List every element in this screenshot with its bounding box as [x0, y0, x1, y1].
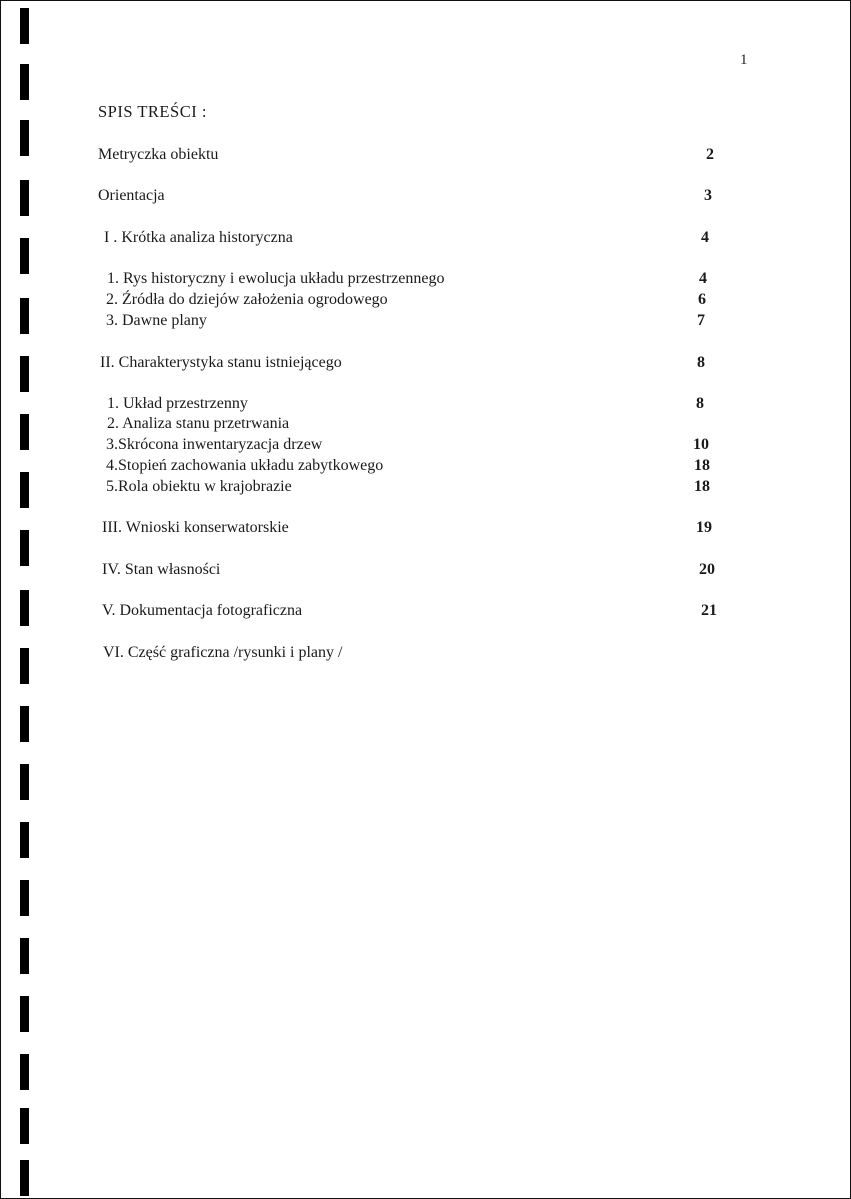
toc-title: SPIS TREŚCI :: [98, 102, 207, 121]
binding-mark: [20, 880, 29, 916]
toc-entry-label: I . Krótka analiza historyczna: [104, 229, 293, 246]
binding-mark: [20, 764, 29, 800]
toc-entry-label: Metryczka obiektu: [98, 146, 219, 163]
toc-entry-label: 3.Skrócona inwentaryzacja drzew: [106, 436, 323, 453]
toc-entry-label: 3. Dawne plany: [106, 312, 207, 329]
toc-entry-label: III. Wnioski konserwatorskie: [102, 519, 289, 536]
toc-entry-page: 7: [697, 312, 705, 329]
binding-mark: [20, 8, 29, 44]
binding-mark: [20, 1108, 29, 1144]
toc-entry-page: 20: [699, 561, 715, 578]
toc-entry-label: II. Charakterystyka stanu istniejącego: [100, 354, 342, 371]
toc-entry-page: 18: [694, 457, 710, 474]
toc-entry-label: IV. Stan własności: [102, 561, 221, 578]
toc-entry-label: 1. Rys historyczny i ewolucja układu przestrzennego: [107, 270, 445, 287]
toc-entry-page: 2: [706, 146, 714, 163]
binding-mark: [20, 530, 29, 566]
toc-entry-page: 10: [693, 436, 709, 453]
binding-mark: [20, 706, 29, 742]
binding-mark: [20, 120, 29, 156]
toc-entry-label: 2. Analiza stanu przetrwania: [107, 415, 290, 432]
binding-mark: [20, 238, 29, 274]
binding-mark: [20, 996, 29, 1032]
binding-mark: [20, 414, 29, 450]
binding-mark: [20, 938, 29, 974]
toc-entry-label: 4.Stopień zachowania układu zabytkowego: [106, 457, 384, 474]
toc-entry-label: 1. Układ przestrzenny: [107, 395, 248, 412]
page-number: 1: [740, 52, 748, 68]
toc-entry-page: 18: [694, 478, 710, 495]
toc-entry-label: 2. Źródła do dziejów założenia ogrodowego: [106, 291, 388, 308]
toc-entry-page: 19: [696, 519, 712, 536]
toc-entry-page: 3: [704, 187, 712, 204]
binding-mark: [20, 822, 29, 858]
toc-entry-page: 4: [699, 270, 707, 287]
toc-entry-page: 8: [697, 354, 705, 371]
binding-mark: [20, 1054, 29, 1090]
binding-mark: [20, 472, 29, 508]
binding-mark: [20, 180, 29, 216]
binding-mark: [20, 648, 29, 684]
toc-entry-label: Orientacja: [98, 187, 165, 204]
binding-mark: [20, 1160, 29, 1196]
toc-entry-page: 8: [696, 395, 704, 412]
toc-entry-label: V. Dokumentacja fotograficzna: [102, 602, 303, 619]
binding-mark: [20, 590, 29, 626]
binding-mark: [20, 64, 29, 100]
toc-entry-page: 21: [701, 602, 717, 619]
binding-mark: [20, 356, 29, 392]
toc-entry-label: 5.Rola obiektu w krajobrazie: [106, 478, 292, 495]
toc-entry-label: VI. Część graficzna /rysunki i plany /: [103, 644, 343, 661]
toc-entry-page: 6: [698, 291, 706, 308]
toc-entry-page: 4: [701, 229, 709, 246]
binding-mark: [20, 298, 29, 334]
